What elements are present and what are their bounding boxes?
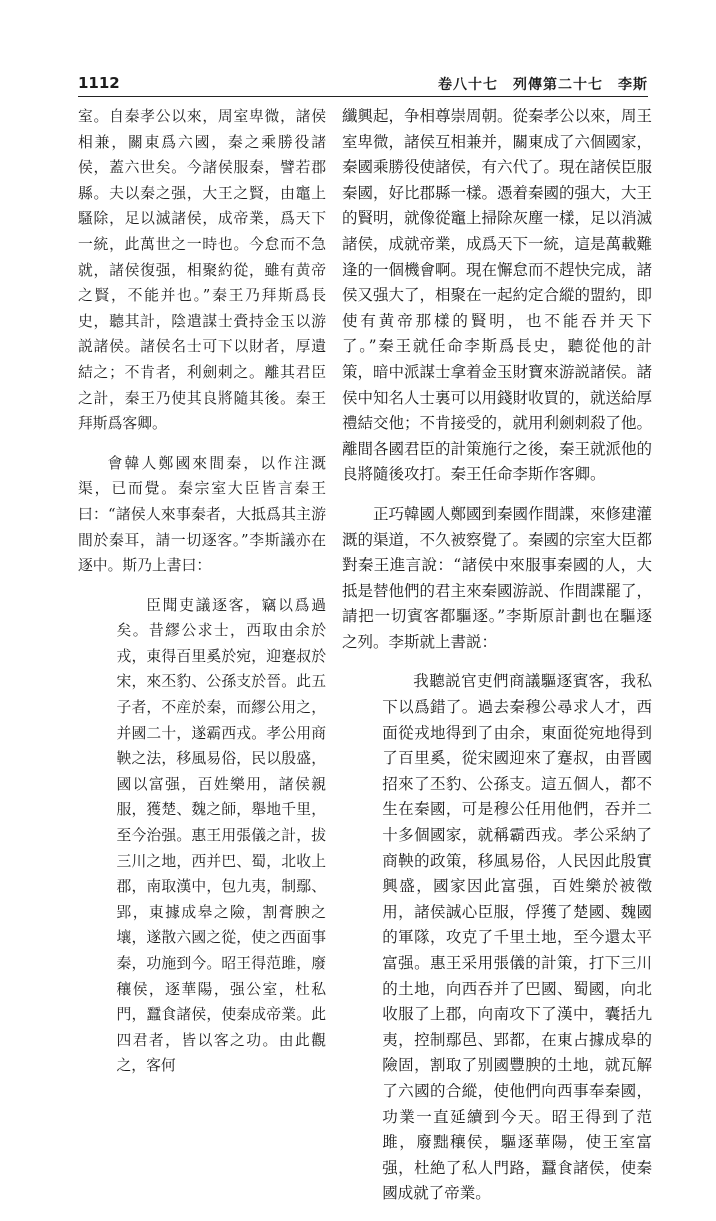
translation-paragraph: 纖興起，争相尊崇周朝。從秦孝公以來，周王室卑微，諸侯互相兼并，關東成了六個國家，秦國乘勝役使諸侯，有六代了。現在諸侯臣服秦國，好比郡縣一樣。憑着秦國的强大，大王的賢明，就像從竈上掃除灰塵一樣，足以消滅諸侯，成就帝業，成爲天下一統，這是萬載難逢的一個機會啊。現在懈怠而不趕快完成，諸侯又强大了，相聚在一起約定合縱的盟約，即使有黄帝那樣的賢明，也不能吞并天下了。”秦王就任命李斯爲長史，聽從他的計策，暗中派謀士拿着金玉財寶來游説諸侯。諸侯中知名人士裏可以用錢財收買的，就送給厚禮結交他；不肯接受的，就用利劍刺殺了他。離間各國君臣的計策施行之後，秦王就派他的良將隨後攻打。秦王任命李斯作客卿。 <box>342 107 653 484</box>
page-number: 1112 <box>78 74 120 92</box>
translation-column <box>342 104 652 1221</box>
translation-memorial-quote: 我聽説官吏們商議驅逐賓客，我私下以爲錯了。過去秦穆公尋求人才，西面從戎地得到了由余，東面從宛地得到了百里奚，從宋國迎來了蹇叔，由晋國招來了丕豹、公孫支。這五個人，都不生在秦國，可是穆公任用他們，吞并二十多個國家，就稱霸西戎。孝公采納了商鞅的政策，移風易俗，人民因此殷實興盛，國家因此富强，百姓樂於被徵用，諸侯誠心臣服，俘獲了楚國、魏國的軍隊，攻克了千里土地，至今還太平富强。惠王采用張儀的計策，打下三川的土地，向西吞并了巴國、蜀國，向北收服了上郡，向南攻下了漢中，囊括九夷，控制鄢邑、郢都，在東占據成皋的險固，割取了别國豐腴的土地，就瓦解了六國的合縱，使他們向西事奉秦國，功業一直延續到今天。昭王得到了范雎，廢黜穰侯，驅逐華陽，使王室富强，杜絶了私人門路，蠶食諸侯，使秦國成就了帝業。 <box>382 672 652 1203</box>
page-header <box>78 74 648 97</box>
translation-paragraph: 正巧韓國人鄭國到秦國作間諜，來修建灌溉的渠道，不久被察覺了。秦國的宗室大臣都對秦王進言說：“諸侯中來服事秦國的人，大抵是替他們的君主來秦國游説、作間諜罷了，請把一切賓客都驅逐。”李斯原計劃也在驅逐之列。李斯就上書説： <box>342 504 653 651</box>
classical-text-column <box>78 104 326 1093</box>
classical-memorial-quote: 臣聞吏議逐客，竊以爲過矣。昔繆公求士，西取由余於戎，東得百里奚於宛，迎蹇叔於宋，來丕豹、公孫支於晉。此五子者，不産於秦，而繆公用之，并國二十，遂霸西戎。孝公用商鞅之法，移風易俗，民以殷盛，國以富强，百姓樂用，諸侯親服，獲楚、魏之師，舉地千里，至今治强。惠王用張儀之計，拔三川之地，西并巴、蜀，北收上郡，南取漢中，包九夷，制鄢、郢，東據成皋之險，割膏腴之壤，遂散六國之從，使之西面事秦，功施到今。昭王得范雎，廢穰侯，逐華陽，强公室，杜私門，蠶食諸侯，使秦成帝業。此四君者，皆以客之功。由此觀之，客何 <box>116 596 326 1075</box>
classical-paragraph: 室。自秦孝公以來，周室卑微，諸侯相兼，關東爲六國，秦之乘勝役諸侯，蓋六世矣。今諸侯服秦，譬若郡縣。夫以秦之强，大王之賢，由竈上騷除，足以滅諸侯，成帝業，爲天下一統，此萬世之一時也。今怠而不急就，諸侯復强，相聚約從，雖有黄帝之賢，不能并也。”秦王乃拜斯爲長史，聽其計，陰遣謀士賫持金玉以游説諸侯。諸侯名士可下以財者，厚遺結之；不肯者，利劍刺之。離其君臣之計，秦王乃使其良將隨其後。秦王拜斯爲客卿。 <box>78 108 326 433</box>
classical-paragraph: 會韓人鄭國來間秦，以作注溉渠，已而覺。秦宗室大臣皆言秦王曰：“諸侯人來事秦者，大抵爲其主游間於秦耳，請一切逐客。”李斯議亦在逐中。斯乃上書曰： <box>78 454 326 575</box>
running-title: 卷八十七 列傳第二十七 李斯 <box>438 77 648 93</box>
